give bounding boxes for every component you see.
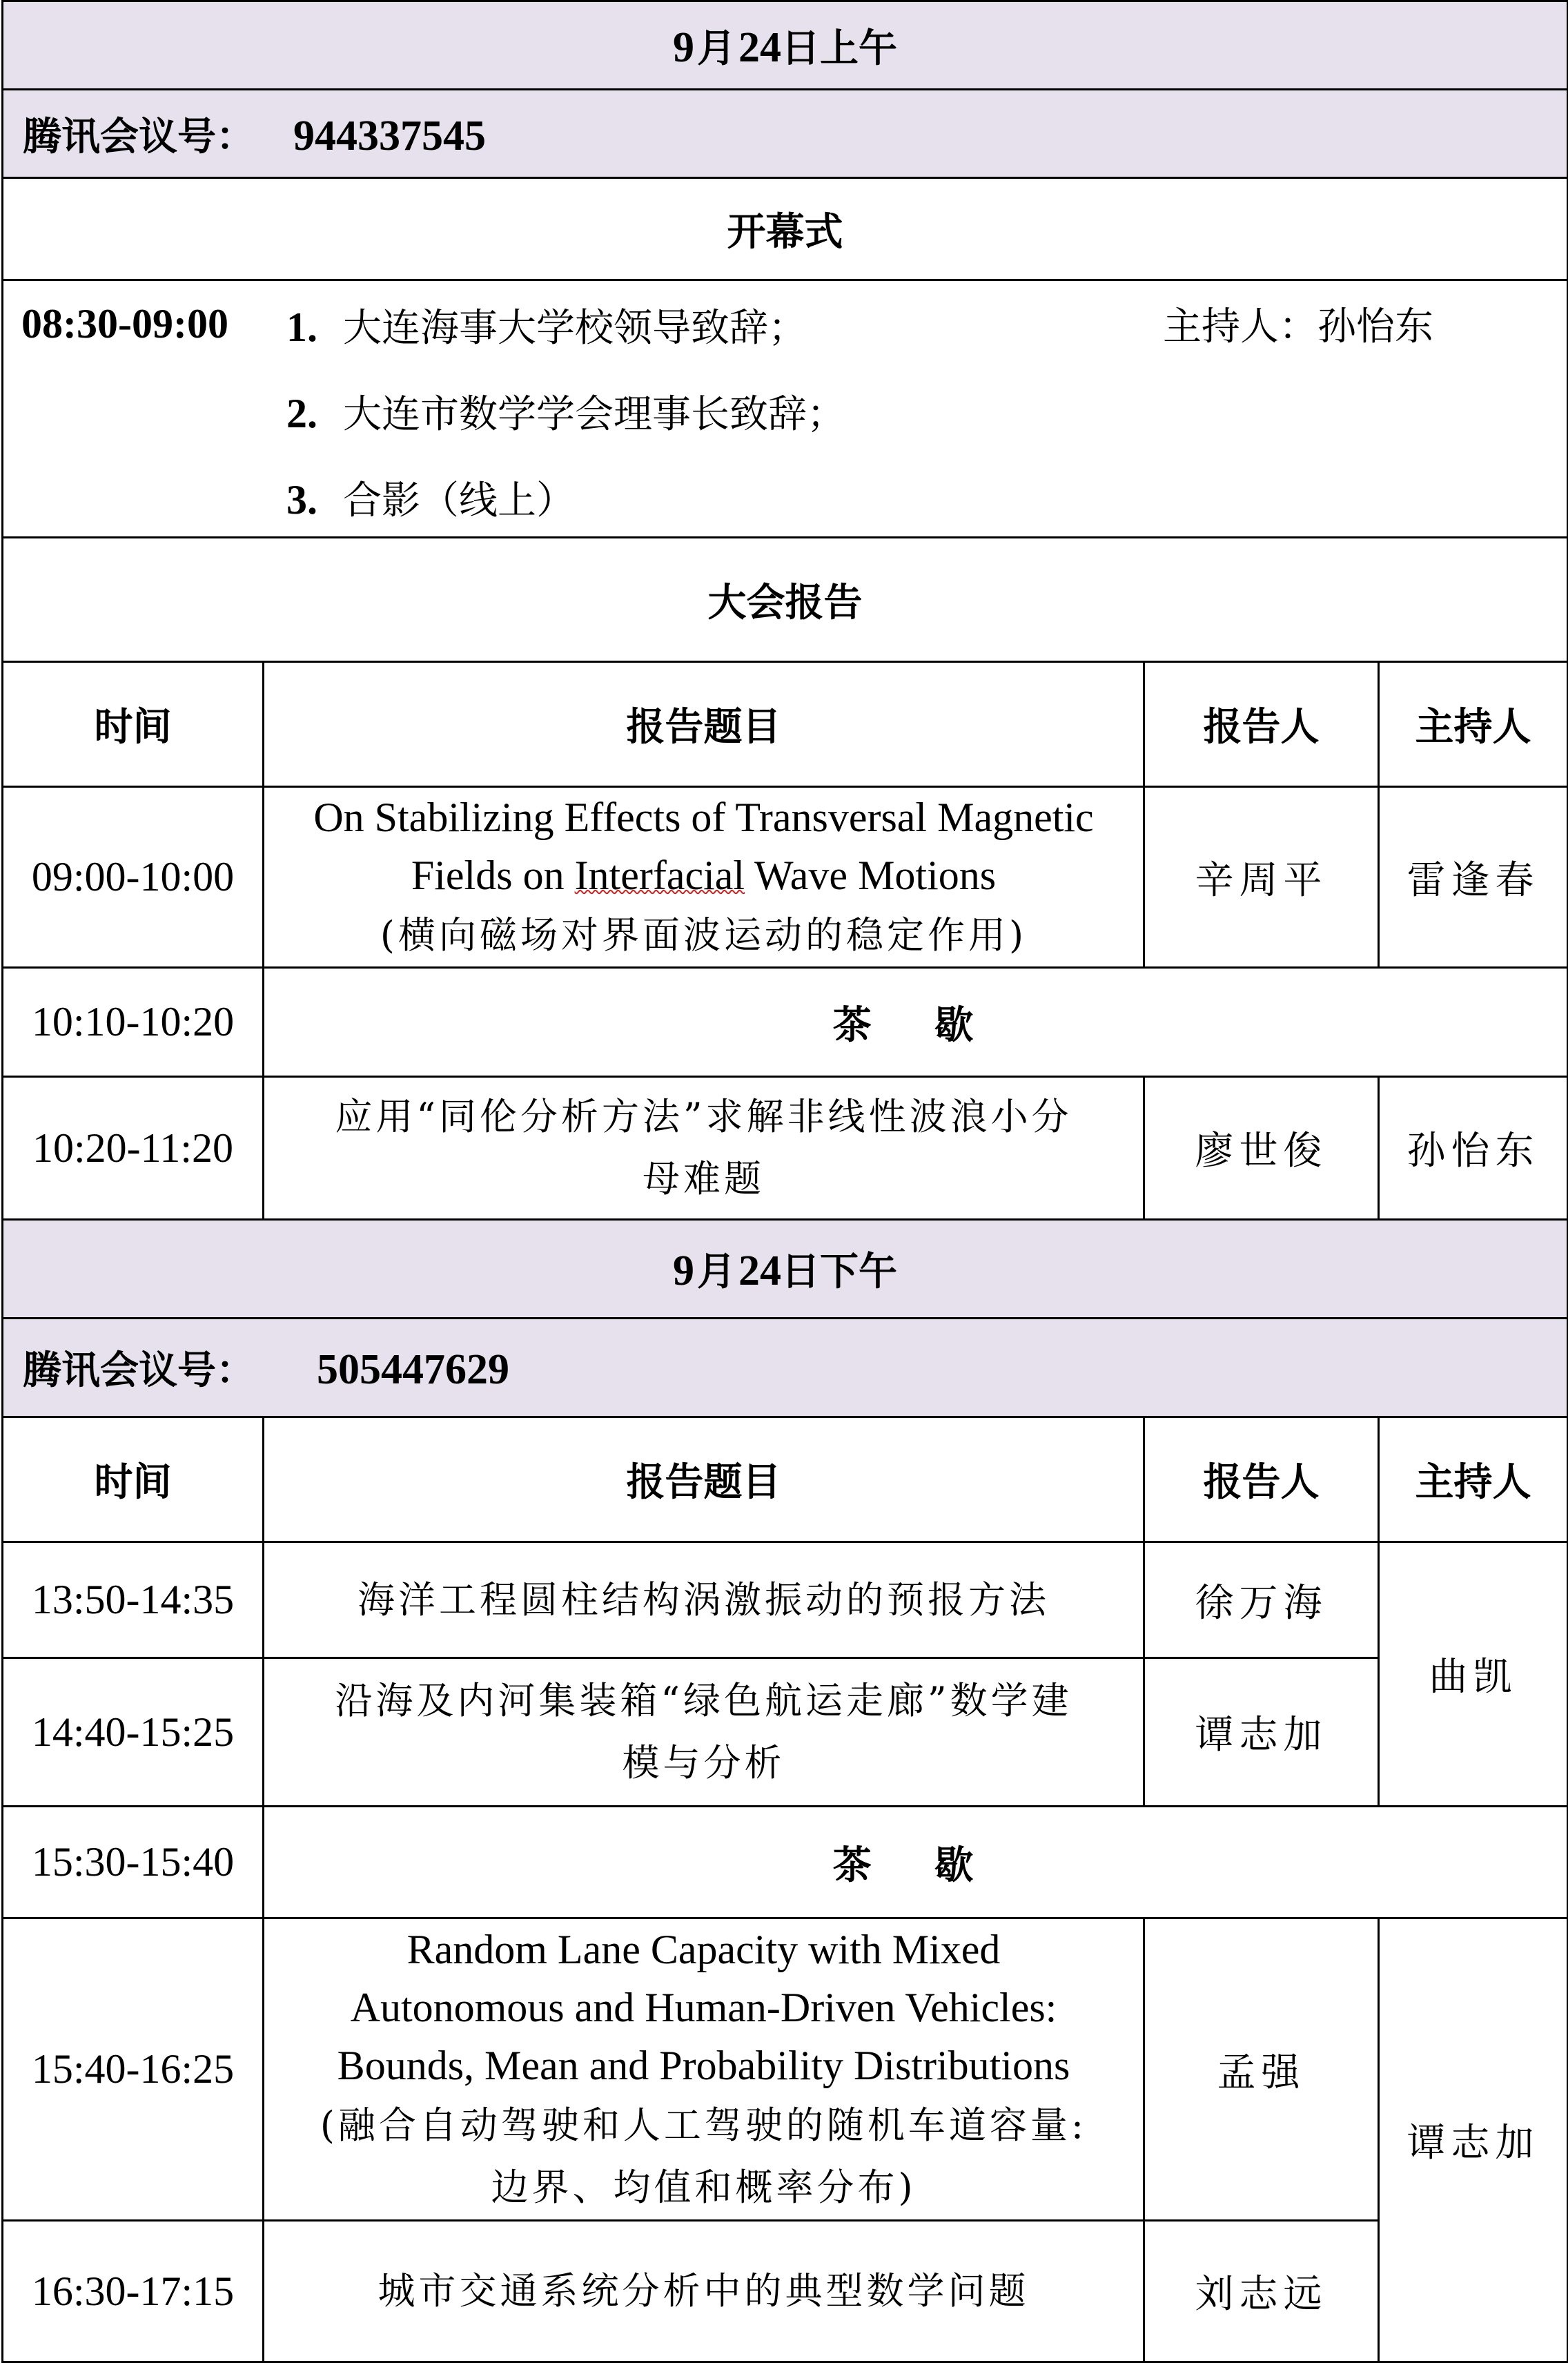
morning-title-row bbox=[3, 1, 1568, 90]
plenary-title: 大会报告 bbox=[3, 538, 1568, 662]
table-row bbox=[3, 1807, 1568, 1918]
afternoon-meeting-label: 腾讯会议号： bbox=[23, 1348, 255, 1393]
opening-item-number: 2. bbox=[286, 391, 317, 436]
talk-topic-zh-line: 边界、均值和概率分布) bbox=[491, 2165, 917, 2209]
opening-body bbox=[3, 280, 1568, 538]
talk-topic-en-line: Random Lane Capacity with Mixed bbox=[406, 1926, 1001, 1972]
opening-item-number: 1. bbox=[286, 304, 317, 350]
morning-title-month-label: 月 bbox=[697, 26, 736, 71]
talk-topic-zh-line: 母难题 bbox=[643, 1157, 765, 1200]
afternoon-title-day-label: 日下午 bbox=[781, 1250, 897, 1294]
talk-topic-zh-line: 模与分析 bbox=[622, 1741, 785, 1785]
opening-item-text: 大连海事大学校领导致辞； bbox=[343, 306, 807, 351]
morning-title-month: 9 bbox=[673, 23, 694, 71]
header-speaker: 报告人 bbox=[1144, 662, 1379, 787]
table-row bbox=[3, 1918, 1568, 2221]
opening-title-row bbox=[3, 178, 1568, 280]
talk-speaker: 孟强 bbox=[1144, 1918, 1379, 2221]
header-time: 时间 bbox=[3, 662, 264, 787]
plenary-title-row bbox=[3, 538, 1568, 662]
opening-title: 开幕式 bbox=[3, 178, 1568, 280]
talk-topic-zh-line: 城市交通系统分析中的典型数学问题 bbox=[378, 2269, 1030, 2313]
talk-host: 雷逢春 bbox=[1379, 787, 1568, 968]
session-host: 谭志加 bbox=[1379, 1918, 1568, 2362]
talk-topic bbox=[264, 787, 1144, 968]
afternoon-title bbox=[3, 1220, 1568, 1319]
talk-time: 10:20-11:20 bbox=[3, 1077, 264, 1220]
talk-time: 16:30-17:15 bbox=[3, 2221, 264, 2362]
header-topic: 报告题目 bbox=[264, 1417, 1144, 1542]
talk-topic bbox=[264, 1918, 1144, 2221]
opening-item bbox=[286, 469, 845, 555]
morning-meeting-info bbox=[3, 90, 1568, 178]
opening-time: 08:30-09:00 bbox=[21, 301, 228, 347]
break-time: 15:30-15:40 bbox=[3, 1807, 264, 1918]
table-row bbox=[3, 1542, 1568, 1658]
talk-topic-zh-line: 应用“同伦分析方法”求解非线性波浪小分 bbox=[335, 1095, 1072, 1138]
opening-host: 主持人：孙怡东 bbox=[1163, 304, 1433, 349]
header-speaker: 报告人 bbox=[1144, 1417, 1379, 1542]
table-row bbox=[3, 968, 1568, 1077]
opening-item bbox=[286, 382, 845, 469]
schedule-table bbox=[1, 0, 1568, 2363]
table-row bbox=[3, 1077, 1568, 1220]
talk-time: 14:40-15:25 bbox=[3, 1658, 264, 1807]
morning-title-day: 24 bbox=[738, 23, 781, 71]
header-host: 主持人 bbox=[1379, 1417, 1568, 1542]
talk-time: 13:50-14:35 bbox=[3, 1542, 264, 1658]
header-time: 时间 bbox=[3, 1417, 264, 1542]
talk-topic-en-line bbox=[277, 846, 1130, 904]
talk-topic-zh-line: (横向磁场对界面波运动的稳定作用) bbox=[380, 913, 1028, 957]
opening-item-number: 3. bbox=[286, 477, 317, 523]
morning-meeting-row bbox=[3, 90, 1568, 178]
table-row bbox=[3, 2221, 1568, 2362]
afternoon-title-day: 24 bbox=[738, 1247, 781, 1294]
morning-header-row bbox=[3, 662, 1568, 787]
talk-speaker: 刘志远 bbox=[1144, 2221, 1379, 2362]
talk-speaker: 谭志加 bbox=[1144, 1658, 1379, 1807]
talk-topic-zh-line: (融合自动驾驶和人工驾驶的随机车道容量: bbox=[320, 2103, 1088, 2147]
talk-topic bbox=[264, 1658, 1144, 1807]
talk-topic-en-fragment: Wave Motions bbox=[745, 852, 997, 898]
talk-time: 09:00-10:00 bbox=[3, 787, 264, 968]
talk-topic-zh-line: 沿海及内河集装箱“绿色航运走廊”数学建 bbox=[335, 1679, 1072, 1722]
talk-speaker: 辛周平 bbox=[1144, 787, 1379, 968]
talk-speaker: 徐万海 bbox=[1144, 1542, 1379, 1658]
talk-topic-en-fragment: Fields on bbox=[411, 852, 575, 898]
afternoon-meeting-row bbox=[3, 1319, 1568, 1417]
table-row bbox=[3, 787, 1568, 968]
table-row bbox=[3, 1658, 1568, 1807]
afternoon-header-row bbox=[3, 1417, 1568, 1542]
talk-topic-en-line: On Stabilizing Effects of Transversal Magnetic bbox=[313, 794, 1094, 840]
opening-items bbox=[286, 296, 845, 555]
break-label: 茶 歇 bbox=[264, 968, 1568, 1077]
morning-title-day-label: 日上午 bbox=[781, 26, 897, 71]
talk-topic-zh-line: 海洋工程圆柱结构涡激振动的预报方法 bbox=[357, 1577, 1050, 1622]
talk-topic-en-line: Autonomous and Human-Driven Vehicles: bbox=[350, 1984, 1057, 2030]
afternoon-meeting-id: 505447629 bbox=[317, 1346, 509, 1393]
talk-host: 孙怡东 bbox=[1379, 1077, 1568, 1220]
morning-meeting-id: 944337545 bbox=[293, 112, 486, 159]
talk-time: 15:40-16:25 bbox=[3, 1918, 264, 2221]
opening-item-text: 大连市数学学会理事长致辞； bbox=[343, 392, 845, 437]
opening-item-text: 合影（线上） bbox=[343, 478, 575, 523]
afternoon-title-row bbox=[3, 1220, 1568, 1319]
afternoon-meeting-info bbox=[3, 1319, 1568, 1417]
afternoon-title-month-label: 月 bbox=[697, 1250, 736, 1294]
header-topic: 报告题目 bbox=[264, 662, 1144, 787]
session-host: 曲凯 bbox=[1379, 1542, 1568, 1807]
break-label: 茶 歇 bbox=[264, 1807, 1568, 1918]
talk-topic-en-line: Bounds, Mean and Probability Distributions bbox=[337, 2042, 1070, 2088]
talk-topic-en-fragment: Interfacial bbox=[574, 852, 745, 898]
talk-speaker: 廖世俊 bbox=[1144, 1077, 1379, 1220]
opening-item bbox=[286, 296, 845, 382]
afternoon-title-month: 9 bbox=[673, 1247, 694, 1294]
talk-topic bbox=[264, 1542, 1144, 1658]
opening-body-row bbox=[3, 280, 1568, 538]
break-time: 10:10-10:20 bbox=[3, 968, 264, 1077]
morning-meeting-label: 腾讯会议号： bbox=[23, 114, 255, 159]
morning-title bbox=[3, 1, 1568, 90]
header-host: 主持人 bbox=[1379, 662, 1568, 787]
talk-topic bbox=[264, 2221, 1144, 2362]
talk-topic bbox=[264, 1077, 1144, 1220]
